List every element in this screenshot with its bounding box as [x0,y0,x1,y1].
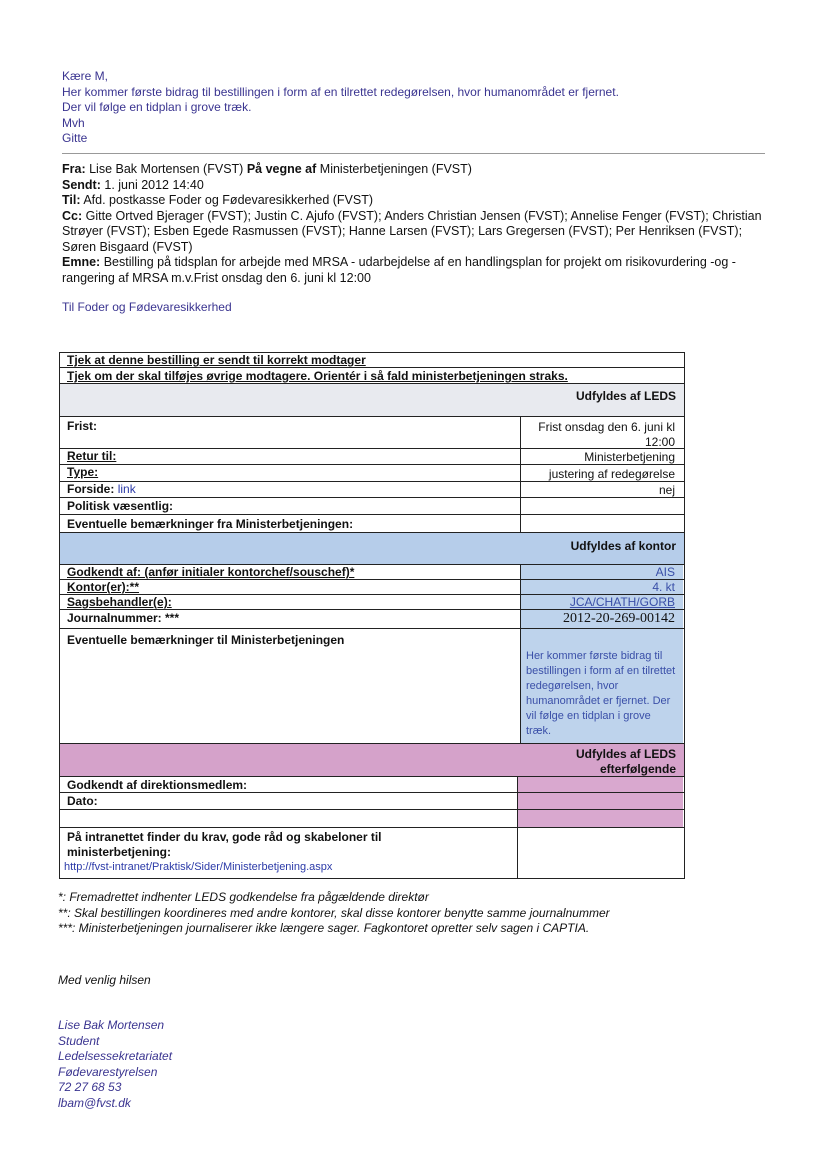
band-leds-efterfoelgende [60,744,684,777]
subject-line: Emne: Bestilling på tidsplan for arbejde med MRSA - udarbejdelse af en handlingsplan for projekt om risikovurdering -og -rangering af MRSA m.v.Frist onsdag den 6. juni kl 12:00 [62,255,736,285]
type-value: justering af redegørelse [548,467,675,481]
frist-row [60,417,684,449]
intro-line-1: Her kommer første bidrag til bestillingen i form af en tilrettet redegørelsen, hvor humanområdet er fjernet. [62,84,619,99]
signature-email[interactable]: lbam@fvst.dk [58,1095,131,1110]
email-header [62,162,762,286]
journal-row [60,610,684,629]
spacer-row [60,810,684,828]
bemaerk-til-label: Eventuelle bemærkninger til Ministerbetjeningen [67,633,345,647]
signature-phone: 72 27 68 53 [58,1080,122,1094]
to-department: Til Foder og Fødevaresikkerhed [62,300,232,314]
bemaerk-fra-label: Eventuelle bemærkninger fra Ministerbetjeningen: [67,517,354,531]
retur-label: Retur til: [67,449,117,463]
check-1-label: Tjek at denne bestilling er sendt til korrekt modtager [67,353,366,367]
intro-name: Gitte [62,131,88,145]
intro-line-2: Der vil følge en tidplan i grove træk. [62,100,252,114]
journal-label: Journalnummer: *** [67,611,180,625]
direktion-row [60,777,684,793]
bemaerk-fra-row [60,515,684,533]
check-row-2 [60,368,684,384]
forside-value: nej [658,483,675,497]
signoff: Med venlig hilsen [58,973,151,987]
sent-line: Sendt: 1. juni 2012 14:40 [62,177,204,192]
intranet-label: På intranettet finder du krav, gode råd og skabeloner til ministerbetjening: [67,830,382,859]
footnotes [58,890,610,937]
bemaerk-til-value: Her kommer første bidrag til bestillingen i form af en tilrettet redegørelsen, hvor humanområdet er fjernet. Der vil følge en tidplan i grove træk. [526,650,676,737]
kontor-row [60,580,684,595]
forside-link[interactable]: link [117,482,136,496]
godkendt-value: AIS [655,565,675,579]
order-form [59,352,685,879]
sagsbehandler-row [60,595,684,610]
footnote-3: ***: Ministerbetjeningen journaliserer ikke længere sager. Fagkontoret opretter selv sagen i CAPTIA. [58,921,590,935]
direktion-label: Godkendt af direktionsmedlem: [67,778,248,792]
dato-row [60,793,684,810]
godkendt-label: Godkendt af: (anfør initialer kontorchef/souschef)* [67,565,355,579]
intranet-row [60,828,684,878]
check-2-label: Tjek om der skal tilføjes øvrige modtagere. Orientér i så fald ministerbetjeningen straks. [67,369,568,383]
band-kontor [60,533,684,565]
retur-row [60,449,684,465]
journal-value: 2012-20-269-00142 [563,611,675,626]
bemaerk-til-row [60,629,684,744]
sagsbehandler-value: JCA/CHATH/GORB [569,595,675,609]
type-label: Type: [67,465,99,479]
signature-dept: Ledelsessekretariatet [58,1049,173,1063]
frist-label: Frist: [67,419,97,433]
check-row-1 [60,353,684,368]
type-row [60,465,684,482]
cc-line: Cc: Gitte Ortved Bjerager (FVST); Justin C. Ajufo (FVST); Anders Christian Jensen (FVST); Annelise Fenger (FVST); Christian Strøyer (FVST); Esben Egede Rasmussen (FVST); Hanne Larsen (FVST); Lars Gregersen (FVST); Per Henriksen (FVST); Søren Bisgaard (FVST) [62,208,762,254]
sagsbehandler-label: Sagsbehandler(e): [67,595,172,609]
godkendt-row [60,565,684,580]
band-leds-label: Udfyldes af LEDS [575,389,676,403]
footnote-1: *: Fremadrettet indhenter LEDS godkendelse fra pågældende direktør [58,890,429,904]
from-line: Fra: Lise Bak Mortensen (FVST) På vegne af Ministerbetjeningen (FVST) [62,162,472,176]
band-leds-eft-label: Udfyldes af LEDS efterfølgende [575,747,676,776]
band-leds [60,384,684,417]
intro-message [62,69,619,147]
greeting: Kære M, [62,69,109,83]
band-kontor-label: Udfyldes af kontor [570,539,676,553]
signature-title: Student [58,1033,100,1048]
intranet-link[interactable]: http://fvst-intranet/Praktisk/Sider/Ministerbetjening.aspx [64,861,333,873]
frist-value: Frist onsdag den 6. juni kl 12:00 [538,420,675,449]
separator-line [62,153,765,154]
retur-value: Ministerbetjening [584,450,675,464]
to-line: Til: Afd. postkasse Foder og Fødevaresikkerhed (FVST) [62,193,374,207]
forside-row [60,482,684,498]
kontor-label: Kontor(er):** [67,580,139,594]
signature-block [58,1018,172,1111]
kontor-value: 4. kt [652,580,675,594]
footnote-2: **: Skal bestillingen koordineres med andre kontorer, skal disse kontorer benytte samme journalnummer [58,905,610,920]
politisk-row [60,498,684,515]
intro-closing: Mvh [62,115,85,130]
dato-label: Dato: [67,794,98,808]
forside-label: Forside: link [67,482,136,496]
signature-org: Fødevarestyrelsen [58,1064,158,1079]
politisk-label: Politisk væsentlig: [67,499,174,513]
signature-name: Lise Bak Mortensen [58,1018,165,1032]
